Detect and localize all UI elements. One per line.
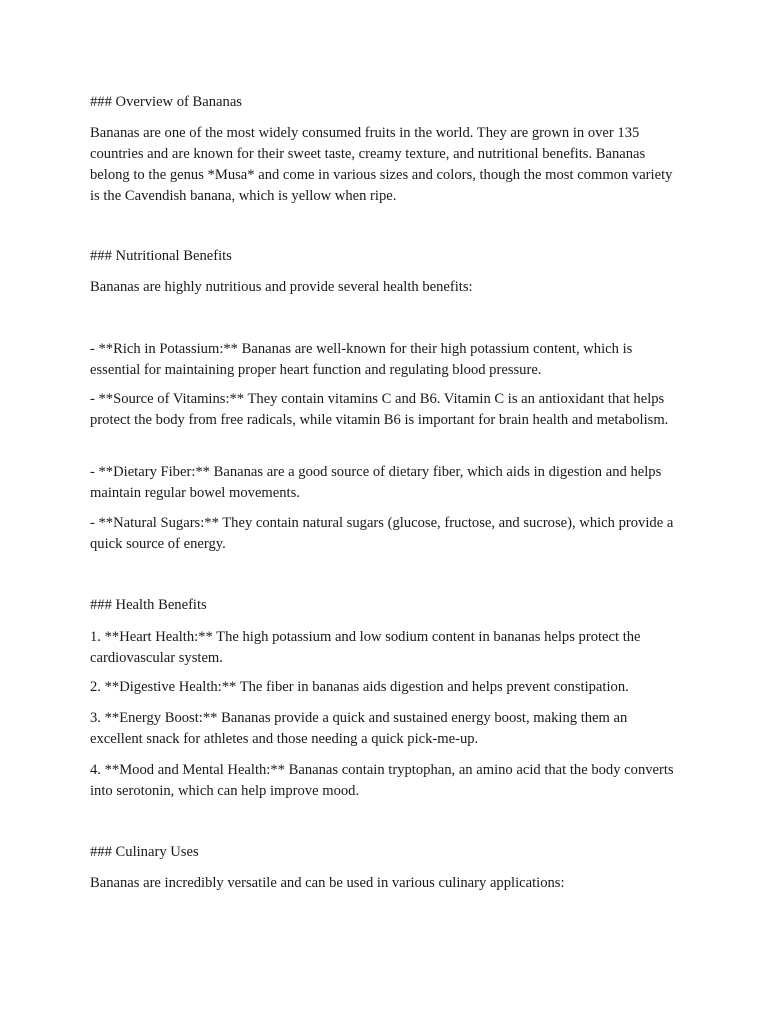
nutritional-intro: Bananas are highly nutritious and provide several health benefits: [90,279,473,295]
list-item-sugars: - **Natural Sugars:** They contain natural sugars (glucose, fructose, and sucrose), which provide a quick source of energy. [90,515,674,552]
list-item-mood: 4. **Mood and Mental Health:** Bananas contain tryptophan, an amino acid that the body converts into serotonin, which can help improve mood. [90,762,674,799]
section-heading-nutritional-benefits: ### Nutritional Benefits [90,248,232,264]
section-heading-health-benefits: ### Health Benefits [90,597,207,613]
culinary-intro: Bananas are incredibly versatile and can be used in various culinary applications: [90,875,565,891]
list-item-energy-boost: 3. **Energy Boost:** Bananas provide a quick and sustained energy boost, making them an excellent snack for athletes and those needing a quick pick-me-up. [90,710,628,747]
overview-paragraph: Bananas are one of the most widely consumed fruits in the world. They are grown in over 135 countries and are known for their sweet taste, creamy texture, and nutritional benefits. Bananas belong to the genus *Musa* and come in various sizes and colors, though the most common variety is the Cavendish banana, which is yellow when ripe. [90,125,673,204]
list-item-heart-health: 1. **Heart Health:** The high potassium and low sodium content in bananas helps protect the cardiovascular system. [90,629,641,666]
list-item-fiber: - **Dietary Fiber:** Bananas are a good source of dietary fiber, which aids in digestion and helps maintain regular bowel movements. [90,464,662,501]
list-item-vitamins: - **Source of Vitamins:** They contain vitamins C and B6. Vitamin C is an antioxidant that helps protect the body from free radicals, while vitamin B6 is important for brain health and metabolism. [90,391,669,428]
section-heading-overview: ### Overview of Bananas [90,94,242,110]
section-heading-culinary-uses: ### Culinary Uses [90,844,199,860]
list-item-digestive-health: 2. **Digestive Health:** The fiber in bananas aids digestion and helps prevent constipation. [90,679,629,695]
list-item-potassium: - **Rich in Potassium:** Bananas are well-known for their high potassium content, which is essential for maintaining proper heart function and regulating blood pressure. [90,341,633,378]
